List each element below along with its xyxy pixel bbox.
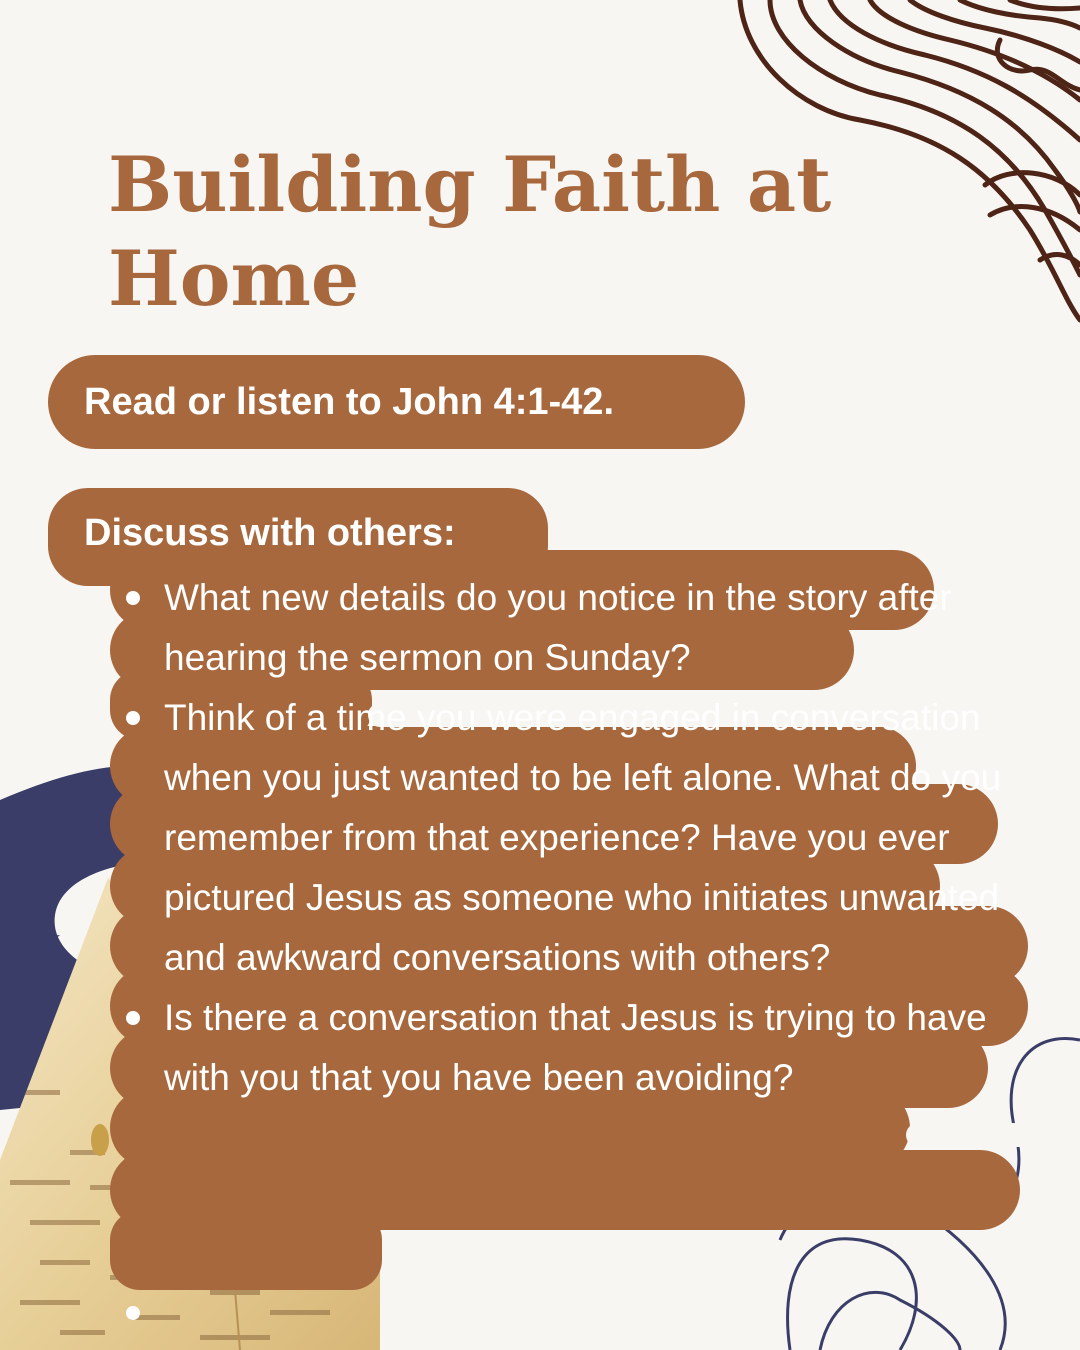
bullet-icon <box>126 711 140 725</box>
bullet-icon <box>126 1011 140 1025</box>
list-item <box>126 988 1006 1108</box>
empty-bullet-icon <box>126 1306 140 1320</box>
discussion-heading: Discuss with others: <box>84 512 456 554</box>
question-text: What new details do you notice in the story after hearing the sermon on Sunday? <box>164 577 952 678</box>
question-text: Is there a conversation that Jesus is trying to have with you that you have been avoiding? <box>164 997 987 1098</box>
discussion-questions-list <box>126 568 1006 1108</box>
read-instruction-text: Read or listen to John 4:1-42. <box>84 381 614 423</box>
page-title: Building Faith at Home <box>108 140 832 323</box>
list-item <box>126 568 1006 688</box>
bullet-icon <box>126 591 140 605</box>
list-item <box>126 688 1006 988</box>
question-text: Think of a time you were engaged in conversation when you just wanted to be left alone. What do you remember from that experience? Have you ever pictured Jesus as someone who initiates unwanted and awkward conversations with others? <box>164 697 1002 978</box>
